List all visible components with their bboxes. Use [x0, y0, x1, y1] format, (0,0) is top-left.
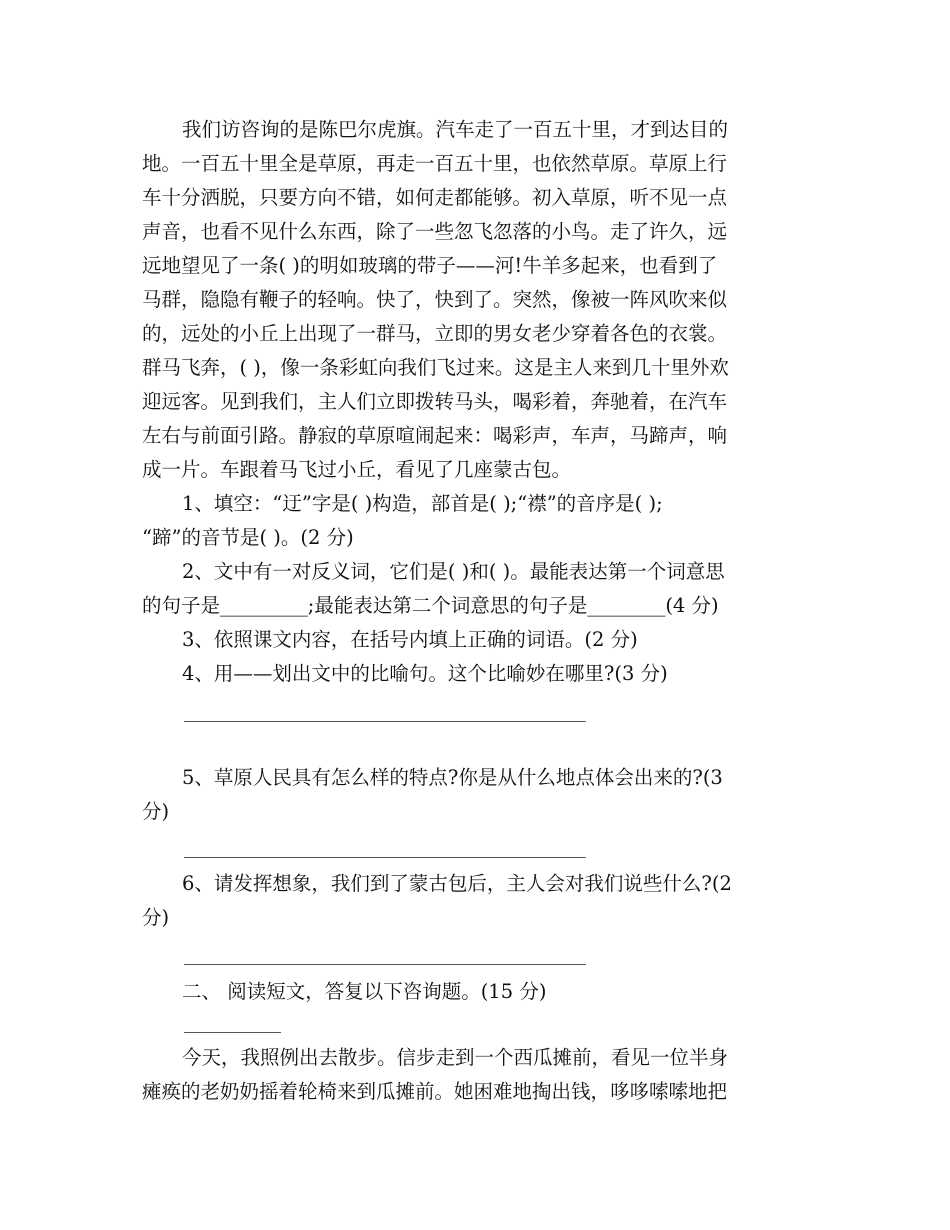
question-text: 6、请发挥想象，我们到了蒙古包后，主人会对我们说些什么?(2 — [182, 872, 732, 895]
passage-line: 车十分洒脱，只要方向不错，如何走都能够。初入草原，听不见一点 — [142, 186, 728, 209]
passage-line: 成一片。车跟着马飞过小丘，看见了几座蒙古包。 — [142, 458, 572, 481]
passage-line: 的，远处的小丘上出现了一群马，立即的男女老少穿着各色的衣裳。 — [142, 322, 728, 345]
passage-line: 左右与前面引路。静寂的草原喧闹起来：喝彩声，车声，马蹄声，响 — [142, 424, 728, 447]
passage-line: 迎远客。见到我们，主人们立即拨转马头，喝彩着，奔驰着，在汽车 — [142, 390, 728, 413]
question-text: 2、文中有一对反义词，它们是( )和( )。最能表达第一个词意思 — [182, 560, 725, 583]
short-rule — [184, 1032, 281, 1033]
question-text: 分) — [142, 906, 170, 929]
passage-line: 我们访咨询的是陈巴尔虎旗。汽车走了一百五十里，才到达目的 — [182, 118, 729, 141]
passage-line: 地。一百五十里全是草原，再走一百五十里，也依然草原。草原上行 — [142, 152, 728, 175]
answer-line[interactable] — [184, 857, 586, 858]
question-text: 1、填空：“迂”字是( )构造，部首是( );“襟”的音序是( ); — [182, 492, 663, 515]
section-heading: 二、 阅读短文，答复以下咨询题。(15 分) — [182, 980, 547, 1003]
passage-line: 马群，隐隐有鞭子的轻响。快了，快到了。突然，像被一阵风吹来似 — [142, 288, 728, 311]
question-text: 5、草原人民具有怎么样的特点?你是从什么地点体会出来的?(3 — [182, 766, 723, 789]
passage-line: 远地望见了一条( )的明如玻璃的带子——河!牛羊多起来，也看到了 — [142, 254, 718, 277]
question-text: 分) — [142, 800, 170, 823]
question-text: 的句子是_________;最能表达第二个词意思的句子是________(4 分) — [142, 594, 719, 617]
question-text: 4、用——划出文中的比喻句。这个比喻妙在哪里?(3 分) — [182, 662, 668, 685]
passage-line: 瘫痪的老奶奶摇着轮椅来到瓜摊前。她困难地掏出钱，哆哆嗦嗦地把 — [142, 1080, 728, 1103]
passage-line: 声音，也看不见什么东西，除了一些忽飞忽落的小鸟。走了许久，远 — [142, 220, 728, 243]
answer-line[interactable] — [184, 721, 586, 722]
answer-line[interactable] — [184, 964, 586, 965]
passage-line: 群马飞奔，( )，像一条彩虹向我们飞过来。这是主人来到几十里外欢 — [142, 356, 729, 379]
question-text: “蹄”的音节是( )。(2 分) — [142, 526, 354, 549]
question-text: 3、依照课文内容，在括号内填上正确的词语。(2 分) — [182, 628, 638, 651]
passage-line: 今天，我照例出去散步。信步走到一个西瓜摊前，看见一位半身 — [182, 1046, 729, 1069]
